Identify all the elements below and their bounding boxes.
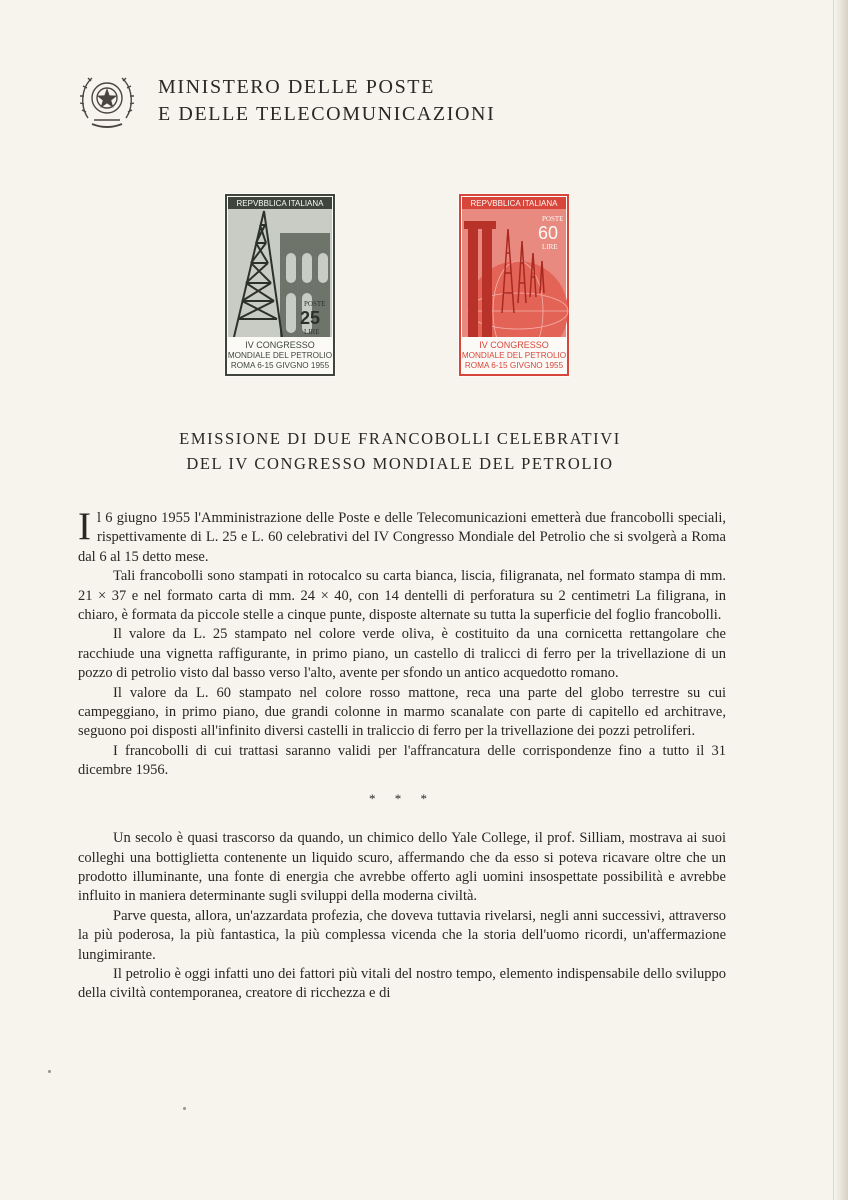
ministry-header <box>158 74 495 128</box>
page-edge <box>833 0 848 1200</box>
stamp-60-caption-2: MONDIALE DEL PETROLIO <box>461 351 567 360</box>
stamp-25-caption-1: IV CONGRESSO <box>245 340 315 350</box>
paragraph-1 <box>78 505 726 567</box>
paragraph-2: Tali francobolli sono stampati in rotocalco su carta bianca, liscia, filigranata, nel formato stampa di mm. 21 × 37 e nel formato carta di mm. 24 × 40, con 14 dentelli di perforatura su 2 centimetri La filigrana, in chiaro, è formata da piccole stelle a cinque punte, disposte alternate su tutta la superficie del foglio francobolli. <box>78 568 726 624</box>
paper-speck <box>48 1070 51 1073</box>
stamp-60-lire <box>458 193 570 377</box>
paragraph-1-text: l 6 giugno 1955 l'Amministrazione delle Poste e delle Telecomunicazioni emetterà due francobolli speciali, rispettivamente di L. 25 e L. 60 celebrativi del IV Congresso Mondiale del Petrolio che si svolgerà a Roma dal 6 al 15 detto mese. <box>78 510 726 565</box>
emission-title-line-1: EMISSIONE DI DUE FRANCOBOLLI CELEBRATIVI <box>179 429 621 448</box>
paper-speck <box>183 1107 186 1110</box>
section-separator: * * * <box>369 790 435 806</box>
paragraph-3: Il valore da L. 25 stampato nel colore verde oliva, è costituito da una cornicetta rettangolare che racchiude una vignetta raffigurante, in primo piano, un castello di tralicci di ferro per la trivellazione di un pozzo di petrolio visto dal basso verso l'alto, avente per sfondo un antico acquedotto romano. <box>78 626 726 682</box>
ministry-line-2: E DELLE TELECOMUNICAZIONI <box>158 103 496 125</box>
paragraph-4: Il valore da L. 60 stampato nel colore rosso mattone, reca una parte del globo terrestre su cui campeggiano, in primo piano, due grandi colonne in marmo scanalate con parte di capitello ed architrave, seguono poi disposti all'infinito diversi castelli in traliccio di ferro per la trivellazione dei pozzi petroliferi. <box>78 684 726 740</box>
stamp-60-poste: POSTE <box>542 215 564 223</box>
stamp-25-caption-2: MONDIALE DEL PETROLIO <box>227 351 333 360</box>
stamp-25-poste: POSTE <box>304 300 326 308</box>
paragraph-6: Un secolo è quasi trascorso da quando, un chimico dello Yale College, il prof. Silliam, mostrava ai suoi colleghi una bottiglietta contenente un liquido scuro, affermando che da esso si poteva ricavare oltre che un prodotto illuminante, una fonte di energia che avrebbe offerto agli uomini insospettate possibilità e avrebbe influito in maniera determinante sugli sviluppi della moderna civiltà. <box>78 830 726 905</box>
stamp-60-caption-1: IV CONGRESSO <box>479 340 549 350</box>
stamp-25-lire: LIRE <box>304 328 320 336</box>
stamp-60-top-text: REPVBBLICA ITALIANA <box>470 199 558 208</box>
stamp-25-caption-3: ROMA 6-15 GIVGNO 1955 <box>230 361 330 370</box>
paragraph-8: Il petrolio è oggi infatti uno dei fattori più vitali del nostro tempo, elemento indispensabile dello sviluppo della civiltà contemporanea, creatore di ricchezza e di <box>78 965 726 1002</box>
stamp-25-value: 25 <box>300 308 321 328</box>
stamp-25-top-text: REPVBBLICA ITALIANA <box>236 199 324 208</box>
emission-title-line-2: DEL IV CONGRESSO MONDIALE DEL PETROLIO <box>186 454 614 473</box>
paragraph-5: I francobolli di cui trattasi saranno validi per l'affrancatura delle corrispondenze fino a tutto il 31 dicembre 1956. <box>78 742 726 779</box>
stamp-60-caption-3: ROMA 6-15 GIVGNO 1955 <box>464 361 564 370</box>
paragraph-7: Parve questa, allora, un'azzardata profezia, che doveva tuttavia rivelarsi, negli anni successivi, attraverso la più poderosa, la più fantastica, la più complessa vicenda che la storia dell'uomo ricordi, un'affermazione lungimirante. <box>78 907 726 963</box>
drop-cap: I <box>78 505 91 548</box>
ministry-line-1: MINISTERO DELLE POSTE <box>158 76 435 98</box>
stamp-60-lire: LIRE <box>542 243 558 251</box>
article-body <box>78 505 726 1004</box>
emission-title <box>0 426 800 476</box>
italian-republic-emblem-icon <box>78 68 136 136</box>
stamp-60-value: 60 <box>538 223 559 243</box>
stamp-25-lire <box>224 193 336 377</box>
